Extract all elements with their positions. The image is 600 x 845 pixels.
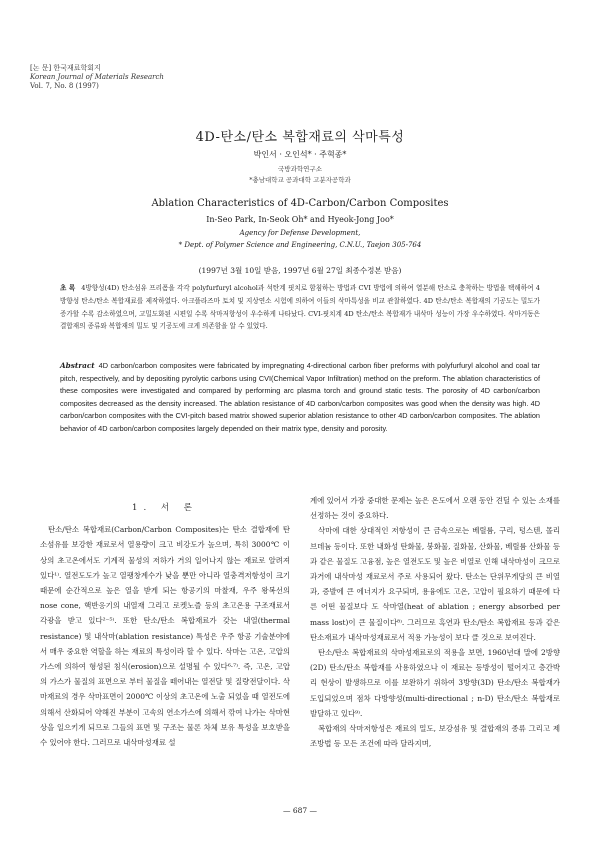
abstract-en-text: 4D carbon/carbon composites were fabricated by impregnating 4-directional carbon fiber preforms with polyfurfuryl alcohol and coal tar pitch, respectively, and by depositing pyrolytic carbons using CVI(Chemical Vapor Infiltration) method on the preform. The ablation characteristics of these composites were investigated and compared by performing arc plasma torch and ground static tests. The porosity of 4D carbon/carbon composites decreased as the density increased. The ablation resistance of 4D carbon/carbon composites was good when the density was high. 4D carbon/carbon composites with the CVI-pitch based matrix showed superior ablation resistance to other 4D carbon/carbon composites. The ablation behavior of 4D carbon/carbon composites largely depended on their matrix type, density and porosity. — [60, 361, 540, 433]
abstract-ko — [60, 282, 540, 333]
body-paragraph: 삭마에 대한 상대적인 저항성이 큰 금속으로는 베릴륨, 구리, 텅스텐, 몰리브데늄 등이다. 또한 내화성 탄화물, 붕화물, 질화물, 산화물, 베릴륨 산화물 등과 같은 물질도 고융점, 높은 열전도도 및 높은 비열로 인해 내삭마성이 크므로 과거에 내삭마성 재료로서 주로 사용되어 왔다. 탄소는 단위무게당의 큰 비열과, 증발에 큰 에너지가 요구되며, 용융에도 고온, 고압이 필요하기 때문에 다른 어떤 물질보다 도 삭마열(heat of ablation ; energy absorbed per mass lost)이 큰 물질이다⁸⁾. 그러므로 흑연과 탄소/탄소 복합재료 등과 같은 탄소재료가 내삭마성재료로서 적용 가능성이 보다 클 것으로 보여진다. — [310, 526, 560, 642]
body-column-right — [310, 493, 560, 751]
paper-title-ko: 4D-탄소/탄소 복합재료의 삭마특성 — [195, 130, 405, 145]
affiliation-ko-2: *충남대학교 공과대학 고분자공학과 — [249, 176, 351, 184]
journal-name-ko: [논 문] 한국재료학회지 — [30, 64, 101, 72]
affiliation-en-2: * Dept. of Polymer Science and Engineering, C.N.U., Taejon 305-764 — [178, 241, 422, 249]
paper-title-en: Ablation Characteristics of 4D-Carbon/Carbon Composites — [151, 198, 449, 209]
abstract-ko-text: 4방향성(4D) 탄소섬유 프리폼을 각각 polyfurfuryl alcohol과 석탄계 핏치로 함침하는 방법과 CVI 방법에 의하여 열분해 탄소로 충착하는 방법을 택해하여 4방향성 탄소/탄소 복합재료를 제작하였다. 아크플라즈마 토치 및 지상연소 시험에 의하여 이들의 삭마특성을 비교 관찰하였다. 4D 탄소/탄소 복합재의 기공도는 밀도가 증가할 수록 감소하였으며, 고밀도화된 시편일 수록 삭마저항성이 우수하게 나타났다. CVI-핏치계 4D 탄소/탄소 복합재가 내삭마 성능이 가장 우수하였다. 삭마거동은 결합재의 종류와 복합재의 밀도 및 기공도에 크게 의존함을 알 수 있었다. — [60, 284, 540, 331]
section-heading-introduction: 1. 서 론 — [132, 503, 198, 513]
journal-name-en: Korean Journal of Materials Research — [30, 73, 164, 81]
body-column-left — [40, 493, 290, 750]
page-number: — 687 — — [282, 806, 318, 815]
journal-header — [30, 64, 164, 91]
affiliation-ko-1: 국방과학연구소 — [278, 165, 322, 173]
affiliation-en-1: Agency for Defense Development, — [239, 229, 361, 237]
received-dates: (1997년 3월 10일 받음, 1997년 6월 27일 최종수정본 받음) — [198, 266, 402, 275]
abstract-ko-label: 초 록 — [60, 284, 76, 292]
body-paragraph: 복합재의 삭마저항성은 재료의 밀도, 보강섬유 및 결합재의 종류 그리고 제조방법 등 모든 조건에 따라 달라지며, — [310, 724, 560, 749]
journal-volume: Vol. 7, No. 8 (1997) — [30, 82, 99, 90]
abstract-en — [60, 360, 540, 436]
body-paragraph: 탄소/탄소 복합재료(Carbon/Carbon Composites)는 탄소 결합재에 탄소섬유를 보강한 재료로서 열용량이 크고 비강도가 높으며, 특히 3000℃ 이상의 초고온에서도 기계적 물성의 저하가 거의 일어나지 않는 재료로 알려져 있다¹⁾. 열전도도가 높고 열팽창계수가 낮을 뿐만 아니라 열충격저항성이 크기 때문에 순간적으로 높은 열을 받게 되는 항공기의 마찰재, 우주 왕복선의 nose cone, 핵반응기의 내열재 그리고 로켓노즐 등의 초고온용 구조재료서 각광을 받고 있다²⁻⁵⁾. 또한 탄소/탄소 복합재료가 갖는 내열(thermal resistance) 및 내삭마(ablation resistance) 특성은 우주 항공 기술분야에서 매우 중요한 역할을 하는 재료의 특성이라 할 수 있다. 삭마는 고온, 고압의 가스에 의하여 형성된 침식(erosion)으로 설명될 수 있다⁶·⁷⁾. 즉, 고온, 고압의 가스가 물질의 표면으로 부터 물질을 떼어내는 열전달 및 질량전달이다. 삭마재료의 경우 삭마표면이 2000℃ 이상의 초고온에 노출 되었을 때 열전도에 의해서 산화되어 약해진 부분이 고속의 연소가스에 의해서 깎여 나가는 삭마현상을 일으키게 되므로 그들의 표면 및 구조는 물론 차체 보유 특성을 보호받을 수 있어야 한다. 그러므로 내삭마성재료 설 — [40, 525, 290, 748]
body-paragraph: 계에 있어서 가장 중대한 문제는 높은 온도에서 오랜 동안 견딜 수 있는 소재를 선정하는 것이 중요하다. — [310, 496, 560, 521]
authors-en: In-Seo Park, In-Seok Oh* and Hyeok-Jong Joo* — [206, 215, 394, 224]
authors-ko: 박인서 · 오인석* · 주혁종* — [253, 150, 347, 159]
body-paragraph: 탄소/탄소 복합재료의 삭마성재료로의 적용을 보면, 1960년대 말에 2방향(2D) 탄소/탄소 복합재를 사용하였으나 이 재료는 등방성이 떨어지고 층간박리 현상이 발생하므로 이를 보완하기 위하여 3방향(3D) 탄소/탄소 복합재가 도입되었으며 점차 다방향성(multi-directional ; n-D) 탄소/탄소 복합재로 발달하고 있다⁹⁾. — [310, 648, 560, 718]
abstract-en-label: Abstract — [60, 361, 95, 370]
